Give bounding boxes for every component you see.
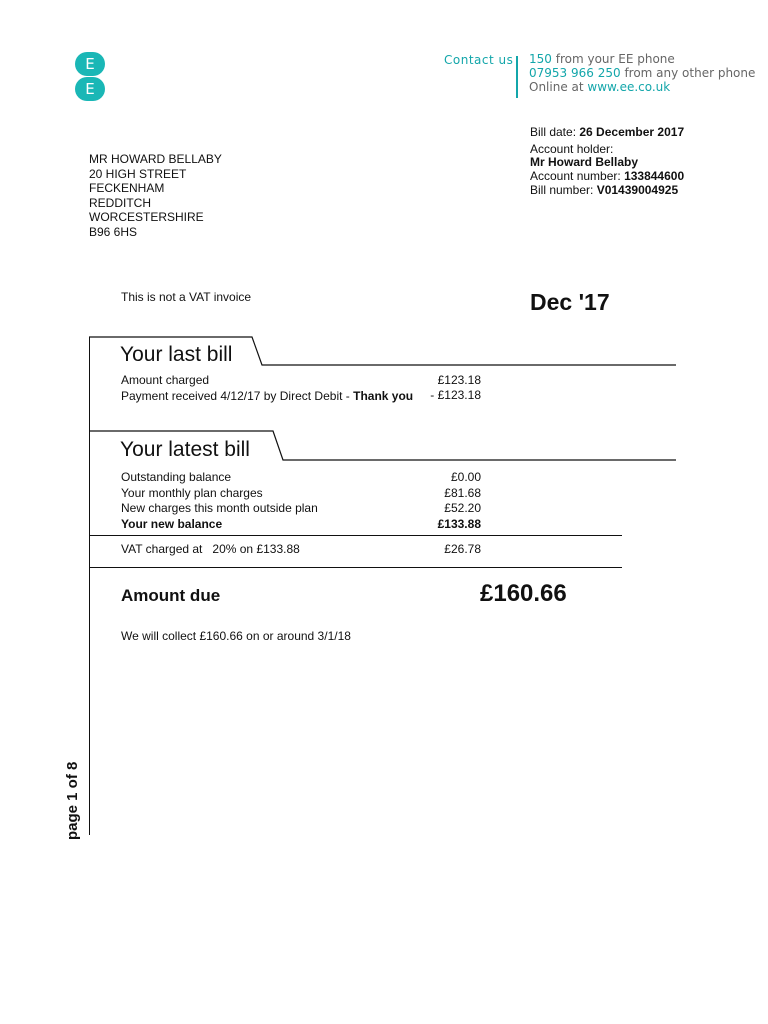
address-line: 20 HIGH STREET	[89, 166, 187, 181]
payment-received-text: Payment received 4/12/17 by Direct Debit -	[121, 389, 354, 403]
account-holder-label: Account holder:	[530, 142, 614, 156]
logo-letter-bottom: E	[75, 77, 105, 101]
address-line: FECKENHAM	[89, 181, 165, 196]
vat-notice: This is not a VAT invoice	[121, 290, 252, 304]
bill-date-label: Bill date:	[530, 125, 577, 139]
contact-us-heading: Contact us	[444, 53, 514, 67]
account-number-value: 133844600	[624, 169, 685, 183]
last-bill-row-label: Amount charged	[121, 373, 210, 387]
last-bill-row-amount: £123.18	[437, 373, 481, 387]
bill-number-label: Bill number:	[530, 183, 594, 197]
bill-number-value: V01439004925	[596, 183, 679, 197]
page-indicator: page 1 of 8	[64, 761, 81, 840]
new-balance-amount: £133.88	[437, 517, 481, 531]
latest-bill-title: Your latest bill	[120, 438, 250, 461]
vat-label: VAT charged at	[121, 542, 203, 556]
logo-letter-top: E	[75, 52, 105, 76]
contact-long-number-desc: from any other phone	[620, 66, 756, 80]
new-balance-label: Your new balance	[121, 517, 223, 531]
latest-bill-row-label: Outstanding balance	[121, 470, 232, 484]
last-bill-row-label	[121, 389, 413, 404]
address-line: MR HOWARD BELLABY	[89, 152, 222, 166]
bill-period: Dec '17	[530, 289, 610, 315]
vat-rate: 20% on £133.88	[212, 542, 300, 556]
vat-amount: £26.78	[444, 542, 481, 556]
contact-online-prefix: Online at	[529, 80, 588, 94]
contact-website-link[interactable]: www.ee.co.uk	[587, 80, 671, 94]
thank-you-text: Thank you	[353, 389, 414, 403]
divider	[89, 535, 622, 536]
account-number-label: Account number:	[530, 169, 621, 183]
latest-bill-row-amount: £0.00	[450, 470, 481, 484]
latest-bill-row-amount: £81.68	[444, 486, 481, 500]
latest-bill-row-amount: £52.20	[444, 501, 481, 515]
last-bill-title: Your last bill	[120, 343, 233, 366]
address-line: B96 6HS	[89, 224, 138, 239]
amount-due-value: £160.66	[480, 580, 567, 607]
address-line: REDDITCH	[89, 195, 151, 210]
latest-bill-row-label: New charges this month outside plan	[121, 501, 318, 515]
contact-short-number: 150	[529, 52, 552, 66]
account-holder-value: Mr Howard Bellaby	[530, 155, 639, 169]
vat-row	[121, 542, 300, 557]
collection-notice: We will collect £160.66 on or around 3/1/18	[121, 629, 351, 643]
bill-date-value: 26 December 2017	[579, 125, 685, 139]
contact-long-number: 07953 966 250	[529, 66, 621, 80]
address-line: WORCESTERSHIRE	[89, 210, 204, 225]
latest-bill-row-label: Your monthly plan charges	[121, 486, 263, 500]
amount-due-label: Amount due	[121, 586, 221, 605]
last-bill-row-amount: - £123.18	[430, 388, 481, 402]
divider	[89, 567, 622, 568]
contact-short-number-desc: from your EE phone	[551, 52, 675, 66]
